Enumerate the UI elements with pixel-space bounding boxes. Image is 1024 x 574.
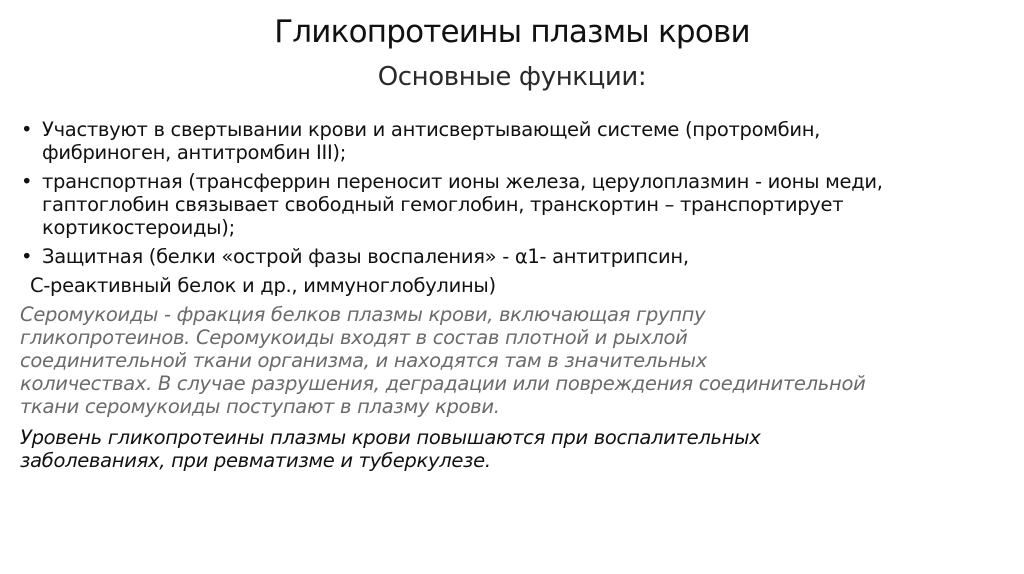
paragraph-line: Уровень гликопротеины плазмы крови повышаются при воспалительных xyxy=(20,426,761,449)
bullet-line: кортикостероиды); xyxy=(42,216,235,239)
paragraph-line: гликопротеинов. Серомукоиды входят в состав плотной и рыхлой xyxy=(20,326,688,349)
paragraph-line: количествах. В случае разрушения, деградации или повреждения соединительной xyxy=(20,372,866,395)
paragraph-line: соединительной ткани организма, и находятся там в значительных xyxy=(20,349,707,372)
slide-title: Гликопротеины плазмы крови xyxy=(274,14,750,50)
bullet-dot: • xyxy=(21,245,33,268)
bullet-dot: • xyxy=(21,170,33,193)
bullet-line: фибриноген, антитромбин III); xyxy=(42,141,346,164)
seromucoid-paragraph xyxy=(20,303,1020,418)
bullet-item-protective xyxy=(20,245,1020,268)
slide-subtitle: Основные функции: xyxy=(377,62,647,92)
slide-body xyxy=(20,118,1020,480)
glycoprotein-level-paragraph xyxy=(20,426,1020,472)
paragraph-line: заболеваниях, при ревматизме и туберкулезе. xyxy=(20,449,491,472)
paragraph-line: ткани серомукоиды поступают в плазму крови. xyxy=(20,395,500,418)
bullet-line: Участвуют в свертывании крови и антисвертывающей системе (протромбин, xyxy=(42,118,821,141)
bullet-line: гаптоглобин связывает свободный гемоглобин, транскортин – транспортирует xyxy=(42,193,844,216)
paragraph-line: Серомукоиды - фракция белков плазмы крови, включающая группу xyxy=(20,303,706,326)
bullet-item-transport xyxy=(20,170,1020,239)
bullet-dot: • xyxy=(21,118,33,141)
continuation-line: С-реактивный белок и др., иммуноглобулины) xyxy=(30,274,496,297)
bullet-line: транспортная (трансферрин переносит ионы железа, церулоплазмин - ионы меди, xyxy=(42,170,883,193)
bullet-line: Защитная (белки «острой фазы воспаления» - α1- антитрипсин, xyxy=(42,245,689,268)
bullet-item-coagulation xyxy=(20,118,1020,164)
